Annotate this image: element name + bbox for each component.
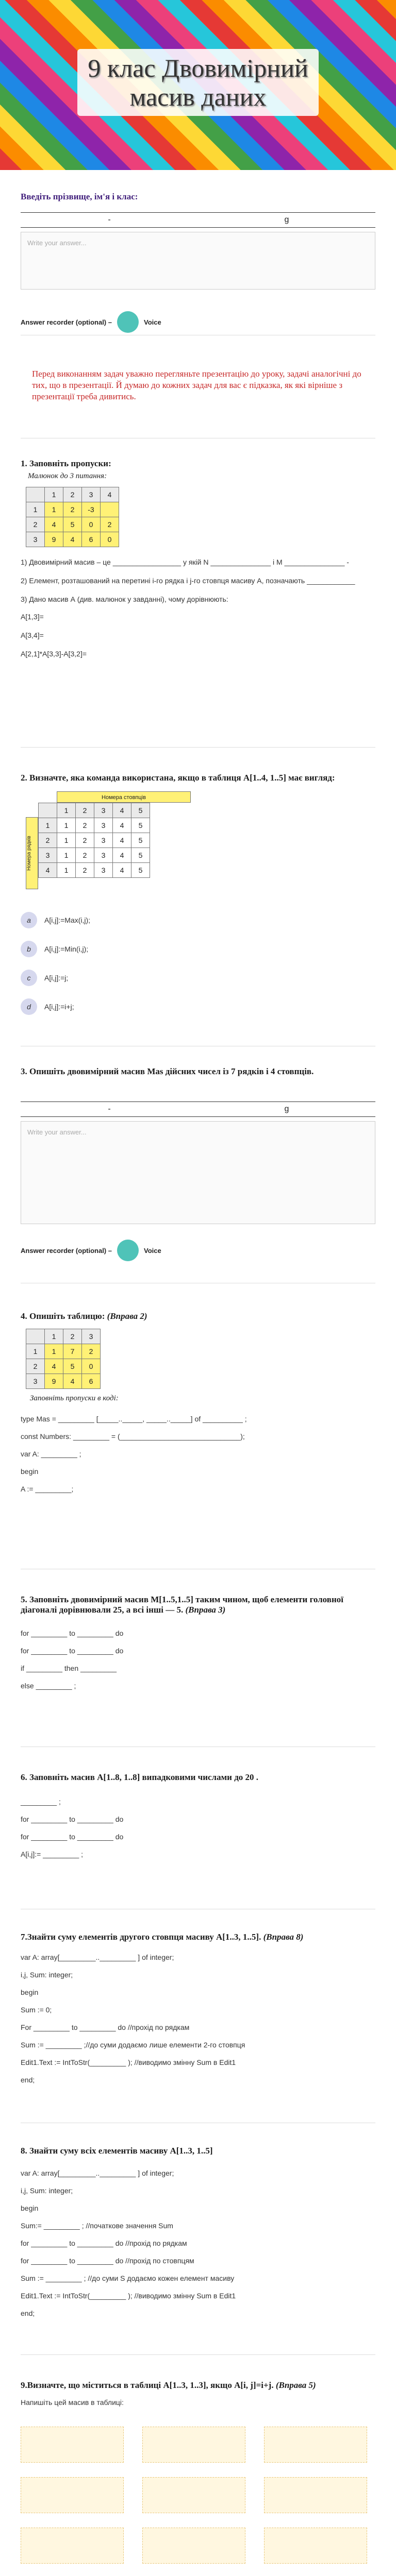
q9-cell-1-1[interactable] <box>21 2427 124 2463</box>
q7-code-1[interactable]: var A: array[_________.._________ ] of integer; <box>21 1953 174 1961</box>
q5-code-3[interactable]: if _________ then _________ <box>21 1664 117 1672</box>
q4-title: 4. Опишіть таблицю: <box>21 1311 105 1321</box>
name-select-row[interactable] <box>21 212 375 228</box>
q2-title: 2. Визначте, яка команда використана, якщо в таблиця A[1..4, 1..5] має вигляд: <box>21 773 335 783</box>
q8-code-6[interactable]: for _________ to _________ do //прохід по стовпцям <box>21 2257 194 2265</box>
q1-title: 1. Заповніть пропуски: <box>21 459 111 468</box>
q6-code-1[interactable]: _________ ; <box>21 1798 61 1806</box>
q1-a1[interactable]: A[1,3]= <box>21 613 44 621</box>
worksheet-card <box>21 170 375 2576</box>
q6-code-4[interactable]: A[i,j]:= _________ ; <box>21 1850 84 1858</box>
q8-code-7[interactable]: Sum := _________ ; //до суми S додаємо кожен елемент масиву <box>21 2274 235 2282</box>
q9-cell-2-1[interactable] <box>21 2477 124 2513</box>
q7-code-3: begin <box>21 1988 39 1996</box>
q8-code-9: end; <box>21 2309 35 2317</box>
q9-cell-2-2[interactable] <box>142 2477 245 2513</box>
q1-a2[interactable]: A[3,4]= <box>21 631 44 639</box>
q8-code-3: begin <box>21 2204 39 2212</box>
q9-cell-3-3[interactable] <box>264 2528 367 2564</box>
q3-title: 3. Опишіть двовимірний масив Mas дійсних чисел із 7 рядків і 4 стовпців. <box>21 1066 314 1076</box>
q3-select-row[interactable]: - g <box>21 1101 375 1117</box>
q8-code-4[interactable]: Sum:= _________ ; //початкове значення Sum <box>21 2222 173 2230</box>
divider <box>21 2354 375 2355</box>
q4-sub: Заповніть пропуски в коді: <box>30 1394 119 1402</box>
question-9 <box>21 2380 375 2408</box>
recorder-row: Answer recorder (optional) – Voice <box>21 1240 161 1261</box>
q2-option-b[interactable]: b A[i,j]:=Min(i,j); <box>21 939 375 959</box>
q2-row-header: Номера рядків <box>26 817 38 889</box>
q9-cell-1-2[interactable] <box>142 2427 245 2463</box>
q7-code-5[interactable]: For _________ to _________ do //прохід по рядкам <box>21 2023 190 2031</box>
q1-line-1: 1) Двовимірний масив – це _________________ у якій N _______________ і M _______________ - <box>21 558 349 566</box>
q8-code-1[interactable]: var A: array[_________.._________ ] of integer; <box>21 2169 174 2177</box>
q1-line-2: 2) Елемент, розташований на перетині i-го рядка і j-го стовпця масиву А, позначають ____________ <box>21 577 355 585</box>
q2-option-a[interactable]: a A[i,j]:=Max(i,j); <box>21 910 375 930</box>
voice-record-button[interactable] <box>117 1240 139 1261</box>
voice-label: Voice <box>143 318 161 326</box>
q5-code-4[interactable]: else _________ ; <box>21 1682 76 1690</box>
q2-col-header: Номера стовпців <box>57 791 191 803</box>
q9-sub: Напишіть цей масив в таблиці: <box>21 2398 124 2406</box>
q1-subtitle: Малюнок до 3 питання: <box>28 472 107 480</box>
q9-title: 9.Визначте, що міститься в таблиці A[1..3, 1..3], якщо A[i, j]=i+j. <box>21 2380 274 2390</box>
name-section <box>21 192 375 326</box>
q9-hint: (Вправа 5) <box>275 2380 316 2390</box>
q1-table: 1 2 3 4 1 1 2 -3 2 4 5 0 2 3 9 4 6 0 <box>26 487 119 547</box>
q4-code-4: begin <box>21 1467 39 1476</box>
recorder-row <box>21 311 161 333</box>
question-4 <box>21 1311 375 1495</box>
q9-cell-3-1[interactable] <box>21 2528 124 2564</box>
q4-code-2[interactable]: const Numbers: _________ = (______________________________); <box>21 1432 245 1440</box>
q4-hint: (Вправа 2) <box>107 1311 147 1321</box>
q2-table-wrap <box>26 791 196 889</box>
q8-title: 8. Знайти суму всіх елементів масиву A[1..3, 1..5] <box>21 2146 213 2156</box>
question-1 <box>21 459 375 659</box>
question-2 <box>21 773 375 1017</box>
q5-code-1[interactable]: for _________ to _________ do <box>21 1629 124 1637</box>
q7-code-4: Sum := 0; <box>21 2006 52 2014</box>
question-3 <box>21 1066 375 1255</box>
q6-code-3[interactable]: for _________ to _________ do <box>21 1833 124 1841</box>
question-7 <box>21 1932 375 2086</box>
page-title-box <box>77 49 319 116</box>
intro-text: Перед виконанням задач уважно перегляньте презентацію до уроку, задачі аналогічні до тих, що в презентації. Й думаю до кожних задач для вас є підказка, як які вірніше з презентації треба дивитись. <box>32 369 361 401</box>
q6-code-2[interactable]: for _________ to _________ do <box>21 1815 124 1823</box>
q7-code-7[interactable]: Edit1.Text := IntToStr(_________ ); //виводимо змінну Sum в Edit1 <box>21 2058 236 2066</box>
q4-code-1[interactable]: type Mas = _________ [_____.._____, _____.._____] of __________ ; <box>21 1415 247 1423</box>
question-5 <box>21 1595 375 1691</box>
q2-options <box>21 910 375 1017</box>
page-title: 9 клас Двовимірний масив даних <box>88 54 308 111</box>
q2-table: 1 2 3 4 5 1 1 2 3 4 5 2 1 2 3 4 5 3 1 2 3 4 5 4 1 2 3 4 5 <box>38 803 150 878</box>
q9-cell-1-3[interactable] <box>264 2427 367 2463</box>
q9-cell-2-3[interactable] <box>264 2477 367 2513</box>
name-select-left[interactable]: - <box>108 215 111 224</box>
q7-title: 7.Знайти суму елементів другого стовпця масиву A[1..3, 1..5]. <box>21 1932 261 1942</box>
q4-code-5[interactable]: A := _________; <box>21 1485 74 1493</box>
name-select-right[interactable]: g <box>284 215 289 224</box>
q5-title: 5. Заповніть двовимірний масив M[1..5,1..5] таким чином, щоб елементи головної діагоналі дорівнювали 25, а всі інші — 5. <box>21 1595 343 1615</box>
divider <box>21 747 375 748</box>
q7-hint: (Вправа 8) <box>263 1932 304 1942</box>
name-answer-box[interactable] <box>21 232 375 290</box>
recorder-label: Answer recorder (optional) – <box>21 318 112 326</box>
q8-code-8[interactable]: Edit1.Text := IntToStr(_________ ); //виводимо змінну Sum в Edit1 <box>21 2292 236 2300</box>
q5-code-2[interactable]: for _________ to _________ do <box>21 1647 124 1655</box>
q8-code-5[interactable]: for _________ to _________ do //прохід по рядкам <box>21 2239 187 2247</box>
q1-a3[interactable]: A[2,1]*A[3,3]-A[3,2]= <box>21 650 87 658</box>
question-8 <box>21 2146 375 2319</box>
q4-code-3[interactable]: var A: _________ ; <box>21 1450 81 1458</box>
q7-code-6[interactable]: Sum := _________ ;//до суми додаємо лише елементи 2-го стовпця <box>21 2041 245 2049</box>
voice-record-button[interactable] <box>117 311 139 333</box>
q6-title: 6. Заповніть масив A[1..8, 1..8] випадковими числами до 20 . <box>21 1772 259 1782</box>
q7-code-8: end; <box>21 2076 35 2084</box>
q5-hint: (Вправа 3) <box>185 1605 226 1615</box>
question-6 <box>21 1772 375 1860</box>
q7-code-2: i,j, Sum: integer; <box>21 1971 73 1979</box>
q4-table: 1 2 3 1 1 7 2 2 4 5 0 3 9 4 6 <box>26 1329 101 1389</box>
name-placeholder: Write your answer... <box>27 239 87 247</box>
q8-code-2: i,j, Sum: integer; <box>21 2187 73 2195</box>
q1-line-3: 3) Дано масив А (див. малюнок у завданні), чому дорівнюють: <box>21 595 228 603</box>
q2-option-d[interactable]: d A[i,j]:=i+j; <box>21 996 375 1017</box>
name-prompt: Введіть прізвище, ім'я і клас: <box>21 192 138 201</box>
q9-cell-3-2[interactable] <box>142 2528 245 2564</box>
q3-answer-box[interactable]: Write your answer... <box>21 1121 375 1224</box>
q2-option-c[interactable]: c A[i,j]:=j; <box>21 968 375 988</box>
